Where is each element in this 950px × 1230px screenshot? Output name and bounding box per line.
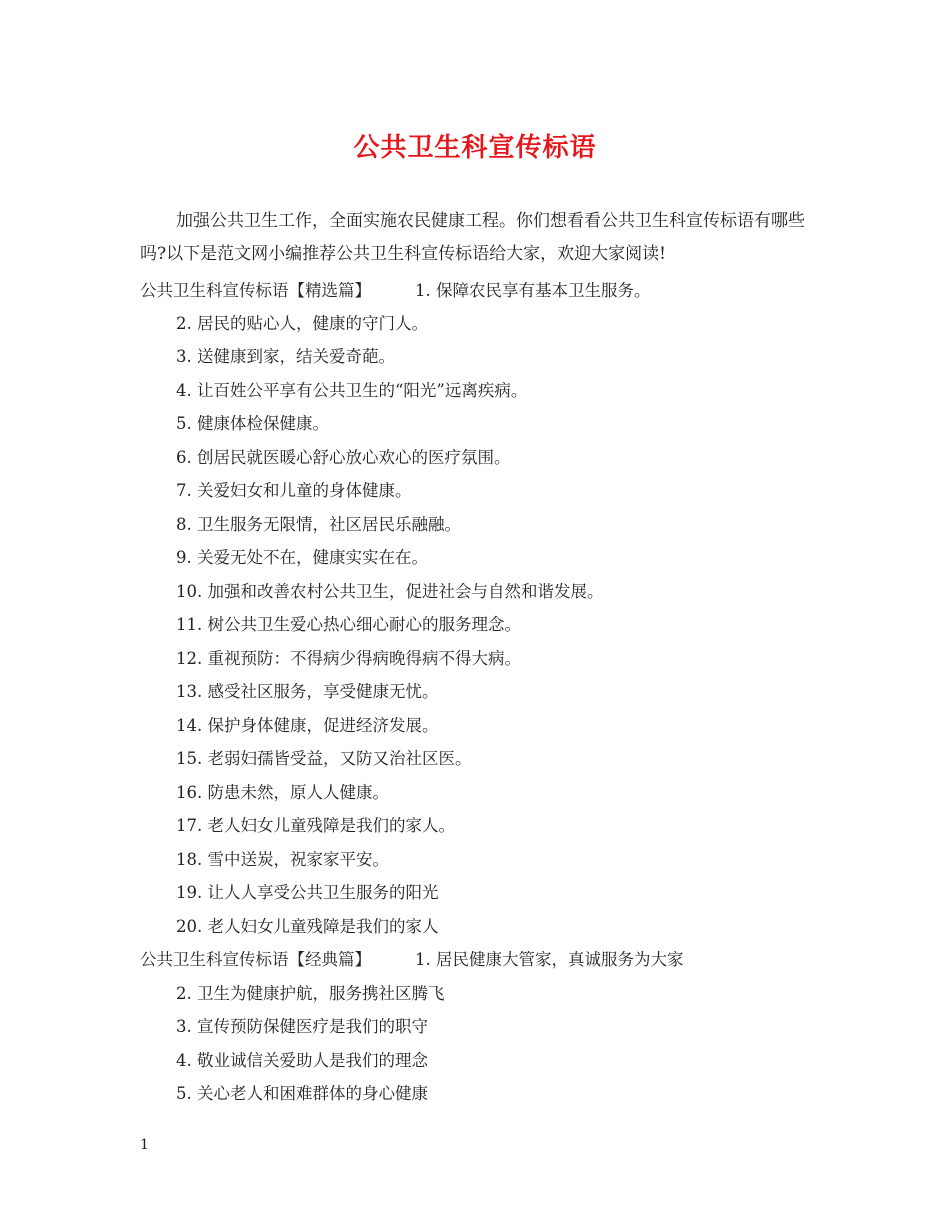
- list-item: 16. 防患未然，原人人健康。: [176, 783, 389, 802]
- section-heading-line: [140, 279, 651, 303]
- list-item: 12. 重视预防：不得病少得病晚得病不得大病。: [176, 649, 521, 668]
- section-heading: 公共卫生科宣传标语【精选篇】: [140, 281, 371, 300]
- list-item: 5. 健康体检保健康。: [176, 414, 329, 433]
- list-item: 7. 关爱妇女和儿童的身体健康。: [176, 481, 412, 500]
- list-item: 6. 创居民就医暖心舒心放心欢心的医疗氛围。: [176, 448, 511, 467]
- list-item: 13. 感受社区服务，享受健康无忧。: [176, 682, 439, 701]
- page-number: 1: [140, 1137, 149, 1153]
- list-item: 9. 关爱无处不在，健康实实在在。: [176, 548, 428, 567]
- list-item: 2. 卫生为健康护航，服务携社区腾飞: [176, 984, 445, 1003]
- list-item: 14. 保护身体健康，促进经济发展。: [176, 716, 439, 735]
- list-item: 5. 关心老人和困难群体的身心健康: [176, 1084, 428, 1103]
- list-item: 10. 加强和改善农村公共卫生，促进社会与自然和谐发展。: [176, 582, 604, 601]
- list-item: 18. 雪中送炭，祝家家平安。: [176, 850, 389, 869]
- list-item: 19. 让人人享受公共卫生服务的阳光: [176, 883, 439, 902]
- list-item: 3. 送健康到家，结关爱奇葩。: [176, 347, 395, 366]
- list-item: 8. 卫生服务无限情，社区居民乐融融。: [176, 515, 461, 534]
- document-title: 公共卫生科宣传标语: [353, 133, 597, 163]
- list-item: 1. 居民健康大管家，真诚服务为大家: [415, 950, 684, 969]
- list-item: 1. 保障农民享有基本卫生服务。: [415, 281, 651, 300]
- list-item: 17. 老人妇女儿童残障是我们的家人。: [176, 816, 455, 835]
- list-item: 4. 让百姓公平享有公共卫生的“阳光”远离疾病。: [176, 381, 528, 400]
- list-item: 20. 老人妇女儿童残障是我们的家人: [176, 917, 439, 936]
- intro-paragraph: 加强公共卫生工作，全面实施农民健康工程。你们想看看公共卫生科宣传标语有哪些吗?以下是范文网小编推荐公共卫生科宣传标语给大家，欢迎大家阅读!: [140, 211, 805, 264]
- list-item: 4. 敬业诚信关爱助人是我们的理念: [176, 1051, 428, 1070]
- list-item: 2. 居民的贴心人，健康的守门人。: [176, 314, 428, 333]
- section-heading-line: [140, 948, 684, 972]
- list-item: 3. 宣传预防保健医疗是我们的职守: [176, 1017, 428, 1036]
- list-item: 11. 树公共卫生爱心热心细心耐心的服务理念。: [176, 615, 521, 634]
- list-item: 15. 老弱妇孺皆受益，又防又治社区医。: [176, 749, 472, 768]
- section-heading: 公共卫生科宣传标语【经典篇】: [140, 950, 371, 969]
